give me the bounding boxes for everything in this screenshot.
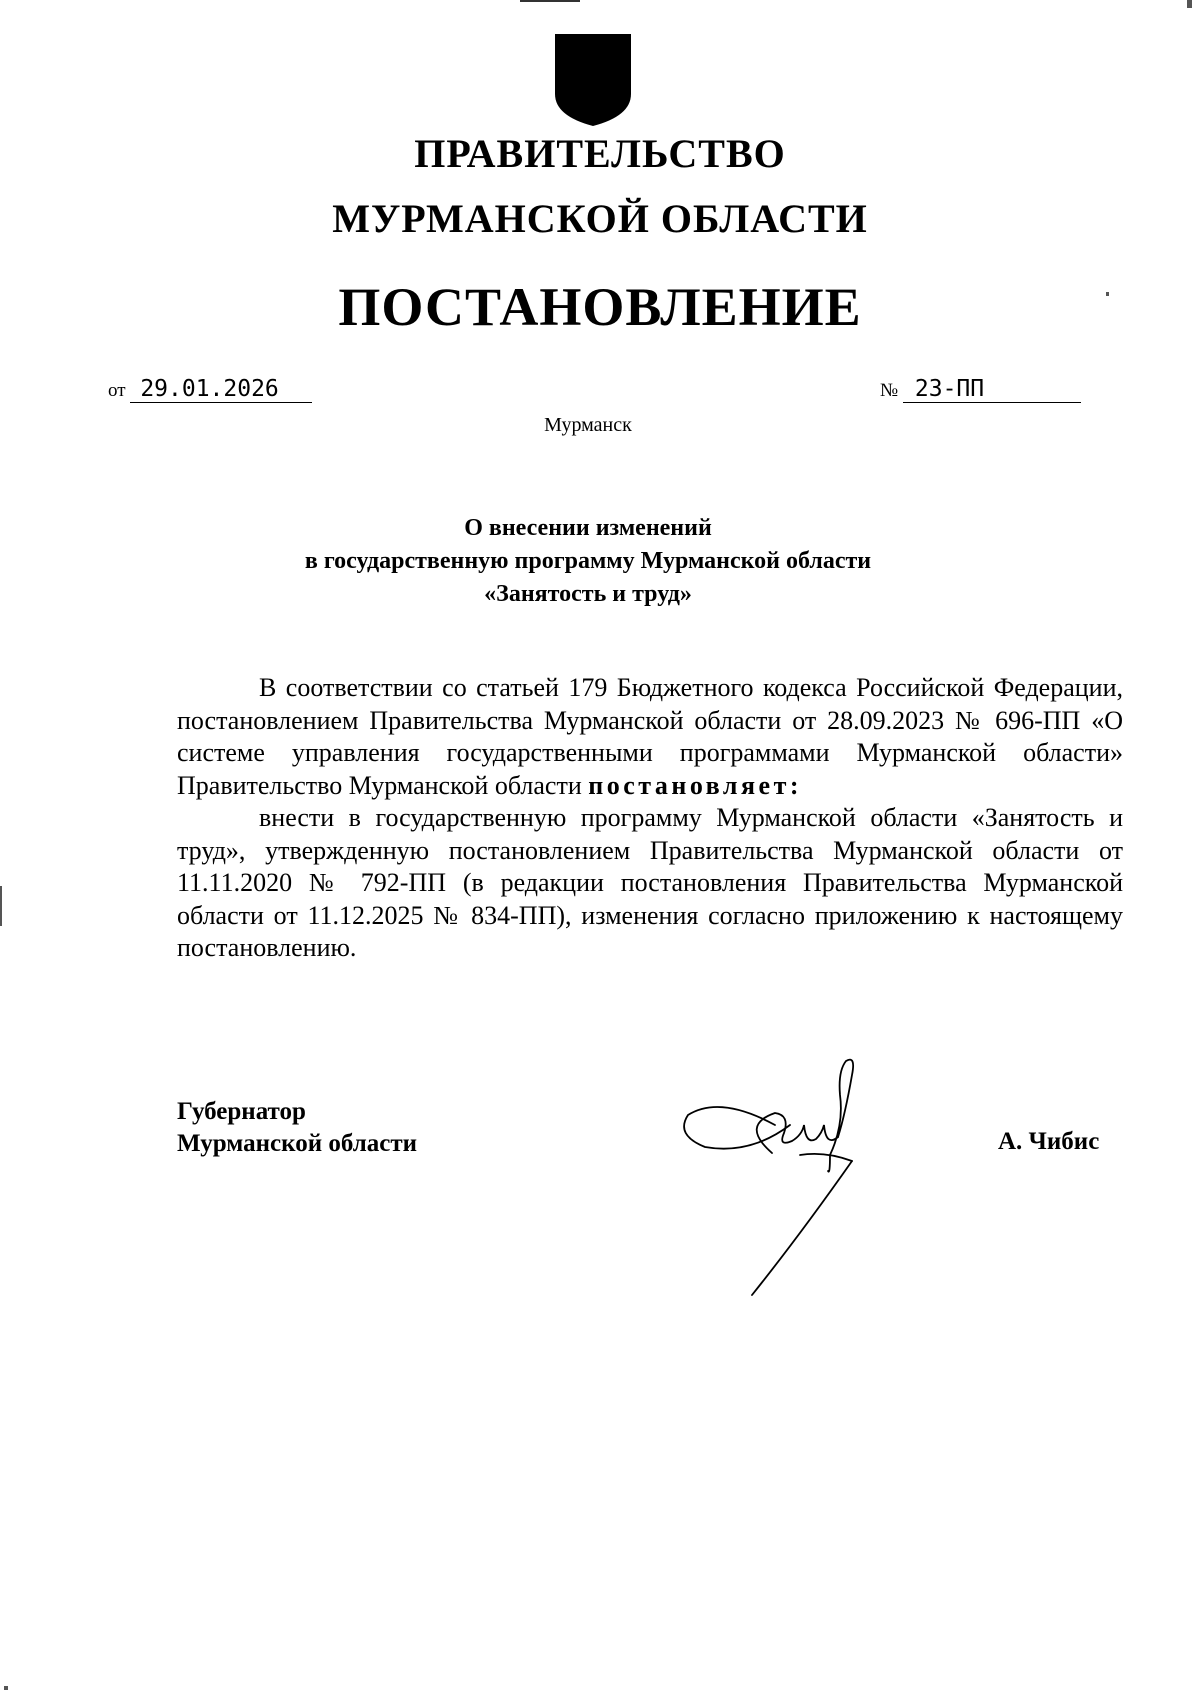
org-name-line-2: МУРМАНСКОЙ ОБЛАСТИ [332, 196, 868, 241]
scan-artifact [520, 0, 580, 2]
city [0, 414, 1200, 437]
scan-artifact [4, 1686, 8, 1690]
date-field [108, 376, 312, 403]
number-field [880, 376, 1081, 403]
subject-line-3: «Занятость и труд» [484, 581, 692, 607]
scan-artifact [1187, 0, 1192, 8]
number-value: 23-ПП [903, 376, 1081, 403]
number-prefix: № [880, 380, 899, 401]
subject-line-1: О внесении изменений [464, 515, 712, 541]
city-label: Мурманск [544, 414, 632, 436]
body-paragraph-2: внести в государственную программу Мурманской области «Занятость и труд», утвержденную постановлением Правительства Мурманской области от 11.11.2020 № 792-ПП (в редакции постановления Правительства Мурманской области от 11.12.2025 № 834-ПП), изменения согласно приложению к настоящему постановлению. [177, 803, 1123, 962]
subject-line-2: в государственную программу Мурманской области [304, 548, 872, 574]
scan-artifact [0, 886, 2, 926]
decision-keyword: постановляет: [588, 770, 802, 800]
body-paragraph-1-text: В соответствии со статьей 179 Бюджетного кодекса Российской Федерации, постановлением Правительства Мурманской области от 28.09.2023 № 696-ПП «О системе управления государственными программами Мурманской области» Правительство Мурманской области [177, 673, 1123, 800]
coat-of-arms-icon [553, 32, 633, 128]
position-line-2: Мурманской области [177, 1130, 418, 1157]
document-body [177, 672, 1123, 965]
date-value: 29.01.2026 [130, 376, 312, 403]
signatory-name: А. Чибис [998, 1128, 1100, 1155]
position-line-1: Губернатор [177, 1098, 306, 1125]
scan-artifact [1106, 292, 1109, 296]
date-prefix: от [108, 380, 126, 401]
handwritten-signature [680, 1055, 920, 1305]
body-paragraph-1 [177, 672, 1123, 802]
document-subject [0, 512, 1200, 611]
document-type: ПОСТАНОВЛЕНИЕ [338, 277, 862, 337]
org-name-line-1: ПРАВИТЕЛЬСТВО [414, 131, 786, 176]
signatory-position [177, 1096, 417, 1160]
